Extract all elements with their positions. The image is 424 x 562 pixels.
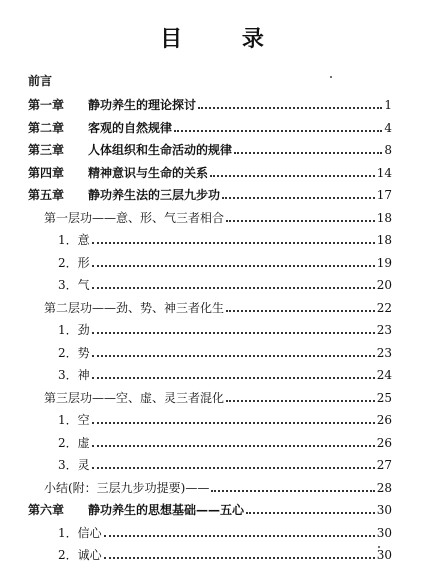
toc-entry-title bbox=[44, 391, 224, 405]
page-number: 23 bbox=[376, 323, 392, 337]
toc-entry-title bbox=[58, 548, 102, 562]
entry-text: 1．空 bbox=[58, 413, 90, 427]
toc-entry-title bbox=[58, 233, 90, 247]
toc-item-entry bbox=[58, 452, 392, 472]
toc-item-entry bbox=[58, 407, 392, 427]
toc-summary-entry bbox=[44, 475, 392, 495]
toc-item-entry bbox=[58, 542, 392, 562]
entry-text: 第一层功——意、形、气三者相合 bbox=[44, 210, 225, 225]
chapter-number: 第四章 bbox=[28, 165, 65, 180]
chapter-number: 第五章 bbox=[28, 188, 65, 202]
toc-section-entry bbox=[44, 385, 392, 405]
dot-leader bbox=[246, 512, 375, 514]
entry-text: 客观的自然规律 bbox=[88, 120, 173, 135]
dot-leader bbox=[226, 400, 375, 402]
page-number: 1 bbox=[384, 98, 392, 112]
page-number: 14 bbox=[376, 165, 392, 180]
toc-chapter-entry bbox=[28, 182, 392, 202]
dot-leader bbox=[104, 557, 375, 559]
entry-text: 2．形 bbox=[58, 255, 90, 270]
entry-text: 人体组织和生命活动的规律 bbox=[88, 143, 233, 157]
toc-entry-title bbox=[28, 143, 232, 157]
entry-text: 1．劲 bbox=[58, 323, 90, 337]
entry-text: 1．意 bbox=[58, 233, 90, 247]
dot-leader bbox=[234, 152, 382, 154]
page-number: 20 bbox=[376, 278, 392, 292]
page-number: 30 bbox=[376, 548, 392, 562]
page-number: 26 bbox=[376, 413, 392, 427]
entry-text: 小结(附：三层九步功提要)—— bbox=[44, 480, 210, 495]
toc-entry-title bbox=[58, 458, 90, 472]
toc-section-entry bbox=[44, 295, 392, 315]
dot-leader bbox=[92, 355, 375, 357]
page-number: 18 bbox=[376, 233, 392, 247]
entry-text: 精神意识与生命的关系 bbox=[88, 165, 209, 180]
page-number: 26 bbox=[376, 435, 392, 450]
entry-text: 2．虚 bbox=[58, 435, 90, 450]
entry-text: 静功养生的思想基础——五心 bbox=[88, 503, 245, 517]
page-number: 23 bbox=[376, 345, 392, 360]
page-number: 19 bbox=[376, 255, 392, 270]
toc-entry-title bbox=[28, 121, 172, 135]
toc-chapter-entry bbox=[28, 497, 392, 517]
entry-text: 3．气 bbox=[58, 278, 90, 292]
page-number: 22 bbox=[376, 300, 392, 315]
foreword-heading: 前言 bbox=[28, 74, 53, 88]
chapter-number: 第六章 bbox=[28, 503, 65, 517]
toc-entry-title bbox=[28, 98, 196, 112]
toc-item-entry bbox=[58, 272, 392, 292]
entry-text: 第三层功——空、虚、灵三者混化 bbox=[44, 390, 225, 405]
print-speck bbox=[330, 76, 332, 78]
dot-leader bbox=[92, 445, 375, 447]
dot-leader bbox=[92, 287, 375, 289]
dot-leader bbox=[92, 467, 375, 469]
entry-text: 静功养生法的三层九步功 bbox=[88, 188, 221, 202]
page-number: 30 bbox=[376, 525, 392, 540]
dot-leader bbox=[92, 242, 375, 244]
chapter-number: 第三章 bbox=[28, 143, 65, 157]
toc-chapter-entry bbox=[28, 115, 392, 135]
entry-text: 2．势 bbox=[58, 345, 90, 360]
toc-entry-title bbox=[58, 256, 90, 270]
toc-item-entry bbox=[58, 520, 392, 540]
page-number: 30 bbox=[376, 503, 392, 517]
toc-item-entry bbox=[58, 317, 392, 337]
toc-entry-title bbox=[44, 211, 224, 225]
toc-entry-title bbox=[58, 346, 90, 360]
dot-leader bbox=[226, 310, 375, 312]
page-number: 24 bbox=[376, 368, 392, 382]
toc-entry-title bbox=[44, 481, 209, 495]
dot-leader bbox=[222, 197, 375, 199]
toc-entry-title bbox=[28, 166, 208, 180]
toc-item-entry bbox=[58, 340, 392, 360]
toc-entry-title bbox=[58, 368, 90, 382]
dot-leader bbox=[92, 265, 375, 267]
dot-leader bbox=[210, 175, 375, 177]
dot-leader bbox=[226, 220, 375, 222]
toc-entry-title bbox=[44, 301, 224, 315]
entry-text: 2．诚心 bbox=[58, 548, 102, 562]
dot-leader bbox=[174, 130, 382, 132]
entry-text: 3．灵 bbox=[58, 458, 90, 472]
entry-text: 第二层功——劲、势、神三者化生 bbox=[44, 300, 225, 315]
toc-entry-title bbox=[58, 413, 90, 427]
toc-item-entry bbox=[58, 430, 392, 450]
page-number: 17 bbox=[376, 188, 392, 202]
page-number: 28 bbox=[376, 480, 392, 495]
entry-text: 3．神 bbox=[58, 368, 90, 382]
toc-entry-title bbox=[58, 436, 90, 450]
page-number: 25 bbox=[376, 390, 392, 405]
entry-text: 静功养生的理论探讨 bbox=[88, 98, 197, 112]
toc-chapter-entry bbox=[28, 137, 392, 157]
toc-chapter-entry bbox=[28, 92, 392, 112]
chapter-number: 第二章 bbox=[28, 120, 65, 135]
dot-leader bbox=[198, 107, 382, 109]
toc-chapter-entry bbox=[28, 160, 392, 180]
toc-item-entry bbox=[58, 362, 392, 382]
toc-item-entry bbox=[58, 227, 392, 247]
toc-entry-title bbox=[58, 526, 102, 540]
page-number: 18 bbox=[376, 210, 392, 225]
entry-text: 1．信心 bbox=[58, 525, 102, 540]
dot-leader bbox=[211, 490, 374, 492]
dot-leader bbox=[92, 332, 375, 334]
toc-item-entry bbox=[58, 250, 392, 270]
dot-leader bbox=[92, 377, 375, 379]
toc-section-entry bbox=[44, 205, 392, 225]
toc-entry-title bbox=[58, 323, 90, 337]
chapter-number: 第一章 bbox=[28, 98, 65, 112]
dot-leader bbox=[104, 535, 375, 537]
dot-leader bbox=[92, 422, 375, 424]
toc-entry-title bbox=[58, 278, 90, 292]
toc-entry-title bbox=[28, 188, 220, 202]
page-number: 4 bbox=[384, 120, 392, 135]
page-title: 目 录 bbox=[160, 26, 290, 52]
page-number: 8 bbox=[384, 143, 392, 157]
print-speck bbox=[378, 546, 380, 548]
page-number: 27 bbox=[376, 458, 392, 472]
toc-entry-title bbox=[28, 503, 244, 517]
